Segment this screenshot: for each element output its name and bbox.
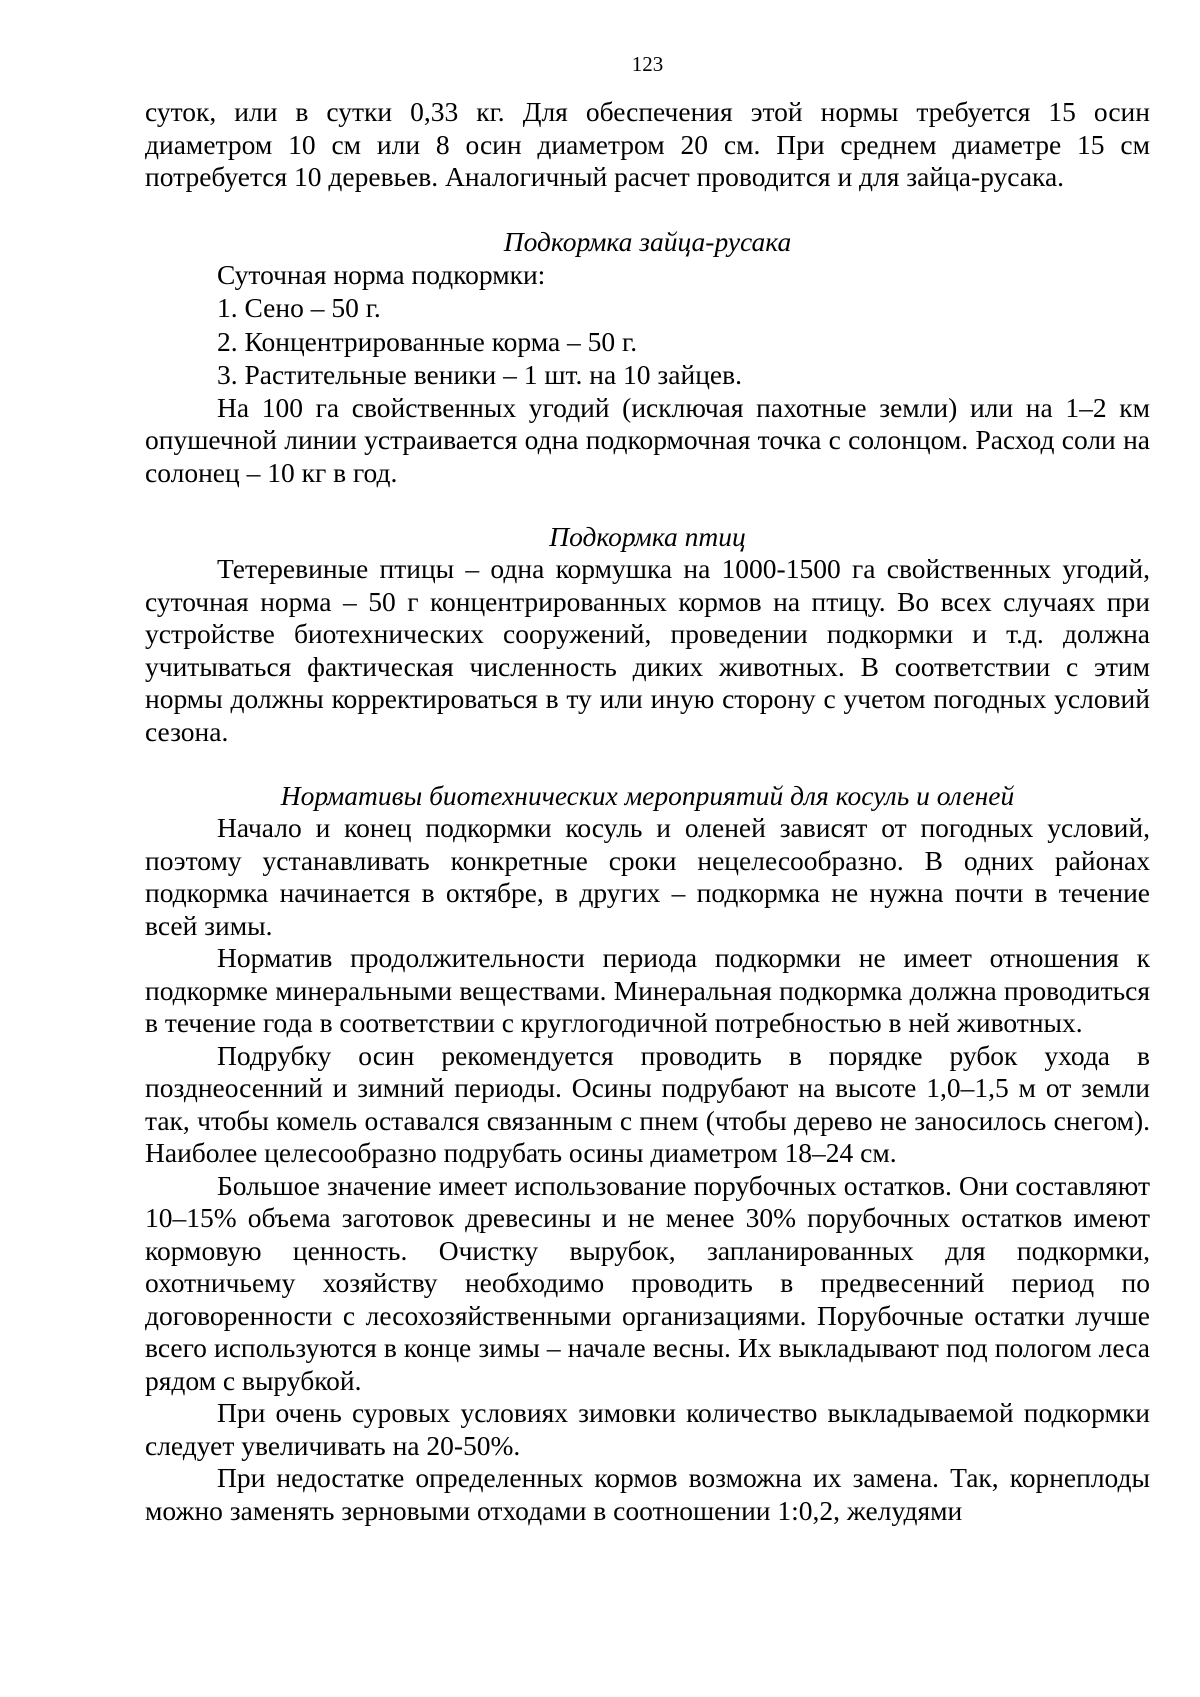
spacer — [145, 748, 1150, 779]
document-page — [145, 52, 1150, 1527]
paragraph-harsh-winter: При очень суровых условиях зимовки количество выкладываемой подкормки следует увеличивать на 20-50%. — [145, 1397, 1150, 1461]
spacer — [145, 489, 1150, 520]
paragraph-grouse: Тетеревиные птицы – одна кормушка на 1000-1500 га свойственных угодий, суточная норма – 50 г концентрированных кормов на птицу. Во всех случаях при устройстве биотехнических сооружений, проведении подкормки и т.д. должна учитываться фактическая численность диких животных. В соответствии с этим нормы должны корректироваться в ту или иную сторону с учетом погодных условий сезона. — [145, 553, 1150, 747]
section-heading-birds: Подкормка птиц — [549, 521, 746, 552]
spacer — [145, 194, 1150, 225]
paragraph-salt-lick: На 100 га свойственных угодий (исключая пахотные земли) или на 1–2 км опушечной линии устраивается одна подкормочная точка с солонцом. Расход соли на солонец – 10 кг в год. — [145, 391, 1150, 488]
paragraph-feeding-timing: Начало и конец подкормки косуль и оленей зависят от погодных условий, поэтому устанавливать конкретные сроки нецелесообразно. В одних районах подкормка начинается в октябре, в других – подкормка не нужна почти в течение всей зимы. — [145, 812, 1150, 941]
paragraph-aspen-cutting: Подрубку осин рекомендуется проводить в порядке рубок ухода в позднеосенний и зимний периоды. Осины подрубают на высоте 1,0–1,5 м от земли так, чтобы комель оставался связанным с пнем (чтобы дерево не заносилось снегом). Наиболее целесообразно подрубать осины диаметром 18–24 см. — [145, 1039, 1150, 1168]
list-intro: Суточная норма подкормки: — [217, 258, 546, 290]
paragraph-logging-residue: Большое значение имеет использование порубочных остатков. Они составляют 10–15% объема заготовок древесины и не менее 30% порубочных остатков имеют кормовую ценность. Очистку вырубок, запланированных для подкормки, охотничьему хозяйству необходимо проводить в предвесенний период по договоренности с лесохозяйственными организациями. Порубочные остатки лучше всего используются в конце зимы – начале весны. Их выкладывают под пологом леса рядом с вырубкой. — [145, 1169, 1150, 1396]
list-item-brooms: 3. Растительные веники – 1 шт. на 10 зайцев. — [217, 359, 742, 390]
list-item-concentrated-feed: 2. Концентрированные корма – 50 г. — [217, 325, 638, 357]
list-item-hay: 1. Сено – 50 г. — [217, 292, 381, 323]
section-heading-hare: Подкормка зайца-русака — [503, 225, 792, 257]
paragraph-mineral-feeding: Норматив продолжительности периода подкормки не имеет отношения к подкормке минеральными веществами. Минеральная подкормка должна проводиться в течение года в соответствии с круглогодичной потребностью в ней животных. — [145, 942, 1150, 1038]
section-heading-deer: Нормативы биотехнических мероприятий для косуль и оленей — [280, 780, 1015, 811]
paragraph-continuation: суток, или в сутки 0,33 кг. Для обеспечения этой нормы требуется 15 осин диаметром 10 см или 8 осин диаметром 20 см. При среднем диаметре 15 см потребуется 10 деревьев. Аналогичный расчет проводится и для зайца-русака. — [145, 96, 1150, 192]
page-number: 123 — [631, 52, 664, 76]
paragraph-feed-substitution: При недостатке определенных кормов возможна их замена. Так, корнеплоды можно заменять зерновыми отходами в соотношении 1:0,2, желудями — [145, 1462, 1150, 1526]
